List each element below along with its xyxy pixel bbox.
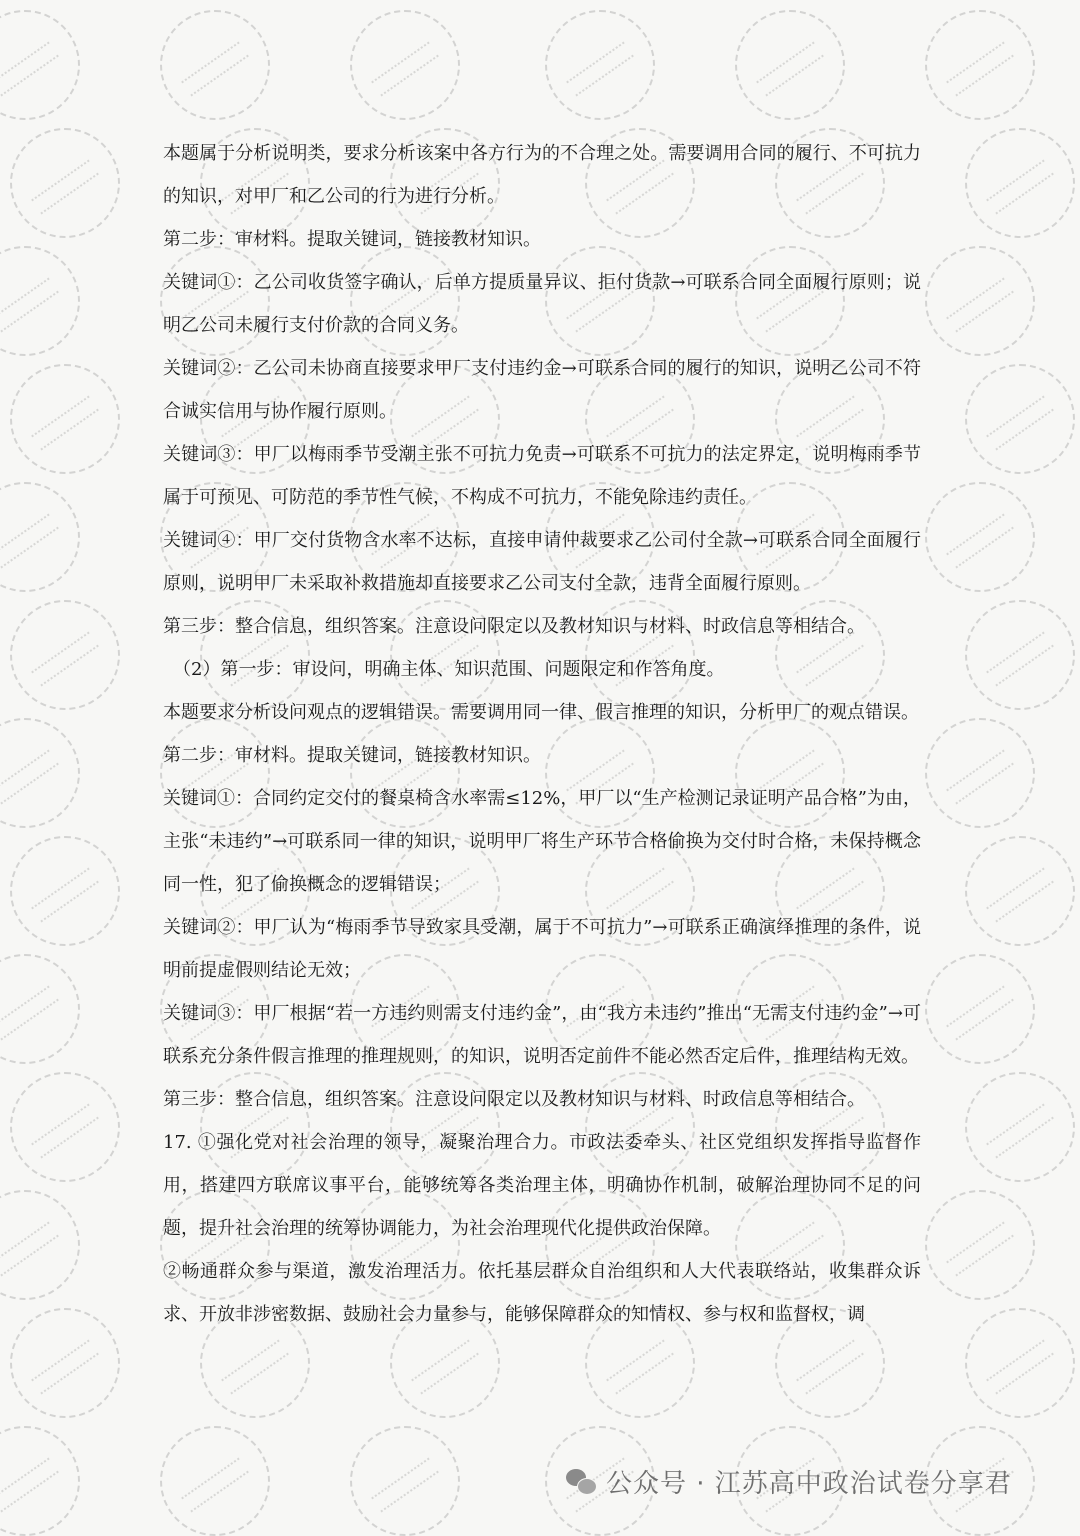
watermark-stamp [965, 1072, 1075, 1182]
watermark-stamp [0, 1190, 80, 1300]
watermark-stamp [0, 482, 80, 592]
watermark-stamp [0, 954, 80, 1064]
watermark-stamp [925, 954, 1035, 1064]
watermark-stamp [160, 10, 270, 120]
watermark-stamp [0, 1426, 80, 1536]
watermark-stamp [0, 246, 80, 356]
paragraph: 17. ①强化党对社会治理的领导，凝聚治理合力。市政法委牵头、社区党组织发挥指导监督作用，搭建四方联席议事平台，能够统筹各类治理主体，明确协作机制，破解治理协同不足的问题，提升社会治理的统筹协调能力，为社会治理现代化提供政治保障。 [163, 1132, 921, 1239]
watermark-stamp [10, 600, 120, 710]
watermark-stamp [925, 1190, 1035, 1300]
watermark-stamp [10, 1308, 120, 1418]
wechat-icon [566, 1467, 596, 1497]
watermark-stamp [10, 836, 120, 946]
paragraph: 本题要求分析设问观点的逻辑错误。需要调用同一律、假言推理的知识，分析甲厂的观点错误。 [163, 702, 919, 723]
watermark-stamp [925, 718, 1035, 828]
watermark-stamp [735, 10, 845, 120]
watermark-stamp [965, 1308, 1075, 1418]
watermark-stamp [965, 128, 1075, 238]
paragraph: 关键词③：甲厂以梅雨季节受潮主张不可抗力免责→可联系不可抗力的法定界定，说明梅雨季节属于可预见、可防范的季节性气候，不构成不可抗力，不能免除违约责任。 [163, 444, 921, 508]
watermark-stamp [925, 10, 1035, 120]
watermark-stamp [965, 364, 1075, 474]
watermark-stamp [0, 10, 80, 120]
paragraph: 关键词①：合同约定交付的餐桌椅含水率需≤12%，甲厂以“生产检测记录证明产品合格”为由，主张“未违约”→可联系同一律的知识，说明甲厂将生产环节合格偷换为交付时合格，未保持概念同一性，犯了偷换概念的逻辑错误； [163, 788, 921, 895]
watermark-stamp [545, 10, 655, 120]
watermark-stamp [965, 836, 1075, 946]
watermark-stamp [10, 364, 120, 474]
watermark-stamp [965, 600, 1075, 710]
paragraph: 关键词④：甲厂交付货物含水率不达标，直接申请仲裁要求乙公司付全款→可联系合同全面履行原则，说明甲厂未采取补救措施却直接要求乙公司支付全款，违背全面履行原则。 [163, 530, 921, 594]
watermark-stamp [925, 482, 1035, 592]
paragraph: 关键词②：甲厂认为“梅雨季节导致家具受潮，属于不可抗力”→可联系正确演绎推理的条件，说明前提虚假则结论无效； [163, 917, 921, 981]
paragraph: 本题属于分析说明类，要求分析该案中各方行为的不合理之处。需要调用合同的履行、不可抗力的知识，对甲厂和乙公司的行为进行分析。 [163, 143, 921, 207]
paragraph: 第三步：整合信息，组织答案。注意设问限定以及教材知识与材料、时政信息等相结合。 [163, 616, 865, 637]
watermark-stamp [350, 10, 460, 120]
watermark-stamp [10, 1072, 120, 1182]
paragraph: （2）第一步：审设问，明确主体、知识范围、问题限定和作答角度。 [173, 659, 725, 680]
watermark-stamp [0, 718, 80, 828]
paragraph: ②畅通群众参与渠道，激发治理活力。依托基层群众自治组织和人大代表联络站，收集群众诉求、开放非涉密数据、鼓励社会力量参与，能够保障群众的知情权、参与权和监督权，调 [163, 1261, 921, 1325]
paragraph: 第三步：整合信息，组织答案。注意设问限定以及教材知识与材料、时政信息等相结合。 [163, 1089, 865, 1110]
footer-text: 公众号 · 江苏高中政治试卷分享君 [606, 1469, 1012, 1499]
paragraph: 关键词②：乙公司未协商直接要求甲厂支付违约金→可联系合同的履行的知识，说明乙公司不符合诚实信用与协作履行原则。 [163, 358, 921, 422]
paragraph: 第二步：审材料。提取关键词，链接教材知识。 [163, 229, 541, 250]
watermark-stamp [925, 246, 1035, 356]
footer-brand [566, 1463, 1012, 1500]
document-body [163, 132, 921, 1336]
paragraph: 关键词①：乙公司收货签字确认，后单方提质量异议、拒付货款→可联系合同全面履行原则；说明乙公司未履行支付价款的合同义务。 [163, 272, 921, 336]
watermark-stamp [350, 1426, 460, 1536]
paragraph: 第二步：审材料。提取关键词，链接教材知识。 [163, 745, 541, 766]
watermark-stamp [10, 128, 120, 238]
watermark-stamp [160, 1426, 270, 1536]
paragraph: 关键词③：甲厂根据“若一方违约则需支付违约金”，由“我方未违约”推出“无需支付违约金”→可联系充分条件假言推理的推理规则，的知识，说明否定前件不能必然否定后件，推理结构无效。 [163, 1003, 921, 1067]
